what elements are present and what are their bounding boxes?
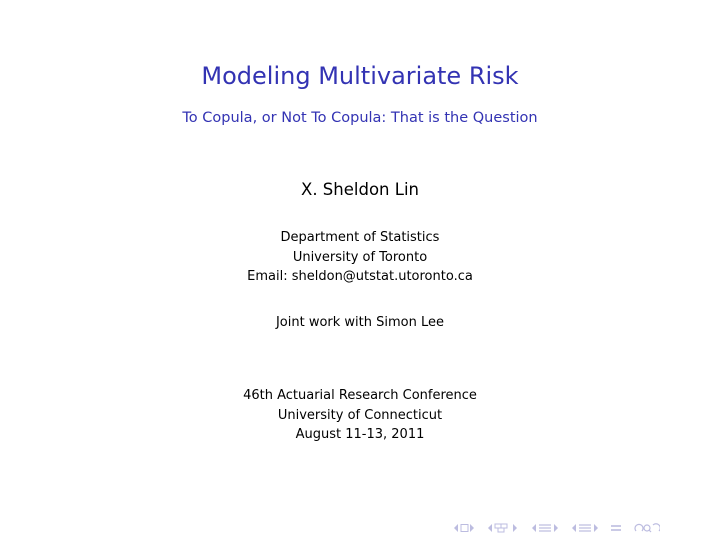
section-nav-icon[interactable] (530, 522, 560, 534)
affiliation-department: Department of Statistics (280, 230, 440, 245)
affiliation-university: University of Toronto (292, 249, 428, 265)
joint-work-text: Joint work with Simon Lee (275, 315, 445, 330)
author-name: X. Sheldon Lin (301, 180, 419, 199)
affiliation-block (0, 228, 720, 287)
conference-dates: August 11-13, 2011 (295, 427, 425, 442)
joint-work-note (0, 313, 720, 333)
beamer-navigation-bar (452, 519, 670, 537)
slide-title: Modeling Multivariate Risk (201, 62, 519, 90)
slide-subtitle: To Copula, or Not To Copula: That is the Question (182, 110, 538, 126)
conference-block (0, 386, 720, 445)
conference-venue: University of Connecticut (277, 407, 443, 423)
search-icon[interactable] (632, 522, 660, 534)
slide-nav-icon[interactable] (570, 522, 600, 534)
frame-nav-icon[interactable] (452, 522, 476, 534)
affiliation-email: Email: sheldon@utstat.utoronto.ca (247, 269, 473, 284)
subsection-nav-icon[interactable] (486, 522, 520, 534)
conference-name: 46th Actuarial Research Conference (243, 388, 477, 403)
align-icon[interactable] (610, 522, 622, 534)
